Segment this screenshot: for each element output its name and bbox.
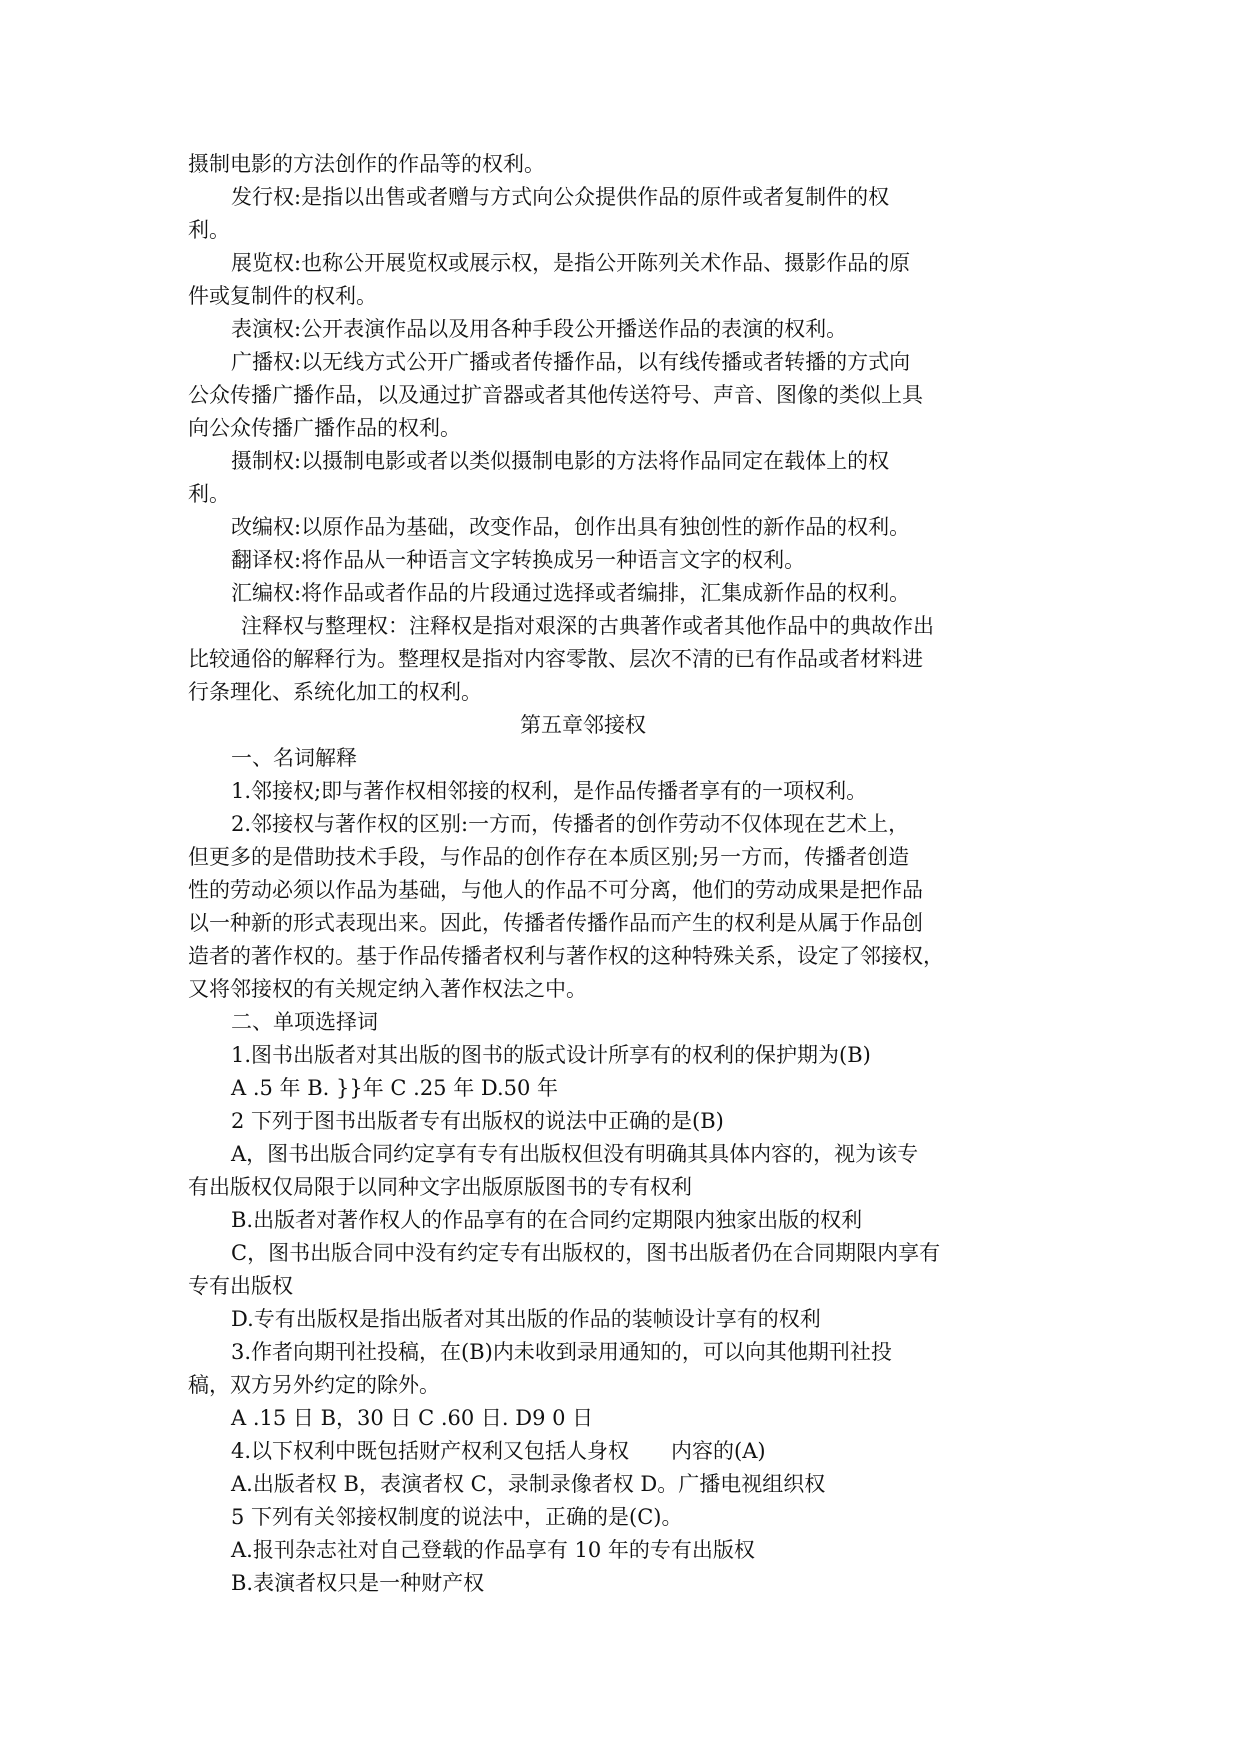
text-line: 改编权:以原作品为基础，改变作品，创作出具有独创性的新作品的权利。 [231, 515, 911, 539]
text-line: A .5 年 B. }}年 C .25 年 D.50 年 [231, 1076, 559, 1100]
text-line: B.表演者权只是一种财产权 [231, 1571, 485, 1595]
text-line: 2.邻接权与著作权的区别:一方而，传播者的创作劳动不仅体现在艺术上， [231, 812, 910, 836]
text-line: 一、名词解释 [231, 746, 357, 770]
text-line: 4.以下权利中既包括财产权利又包括人身权 内容的(A) [231, 1439, 766, 1463]
text-line: 展览权:也称公开展览权或展示权，是指公开陈列关术作品、摄影作品的原 [231, 251, 911, 275]
text-line: 利。 [188, 218, 230, 242]
text-line: 有出版权仅局限于以同种文字出版原版图书的专有权利 [188, 1175, 692, 1199]
text-line: 发行权:是指以出售或者赠与方式向公众提供作品的原件或者复制件的权 [231, 185, 890, 209]
text-line: 稿，双方另外约定的除外。 [188, 1373, 440, 1397]
text-line: 3.作者向期刊社投稿，在(B)内未收到录用通知的，可以向其他期刊社投 [231, 1340, 892, 1364]
text-line: 摄制电影的方法创作的作品等的权利。 [188, 152, 545, 176]
text-line: 二、单项选择词 [231, 1010, 378, 1034]
text-line: 造者的著作权的。基于作品传播者权利与著作权的这种特殊关系，设定了邻接权， [188, 944, 944, 968]
text-line: 表演权:公开表演作品以及用各种手段公开播送作品的表演的权利。 [231, 317, 848, 341]
text-line: A.报刊杂志社对自己登载的作品享有 10 年的专有出版权 [231, 1538, 755, 1562]
text-line: 公众传播广播作品，以及通过扩音器或者其他传送符号、声音、图像的类似上具 [188, 383, 923, 407]
text-line: 又将邻接权的有关规定纳入著作权法之中。 [188, 977, 587, 1001]
text-line: 向公众传播广播作品的权利。 [188, 416, 461, 440]
text-line: 1.图书出版者对其出版的图书的版式设计所享有的权利的保护期为(B) [231, 1043, 871, 1067]
chapter-heading: 第五章邻接权 [520, 713, 646, 737]
text-line: 5 下列有关邻接权制度的说法中，正确的是(C)。 [231, 1505, 683, 1529]
document-body [188, 148, 978, 1600]
text-line: 专有出版权 [188, 1274, 293, 1298]
text-line: 但更多的是借助技术手段，与作品的创作存在本质区别;另一方而，传播者创造 [188, 845, 910, 869]
text-line: D.专有出版权是指出版者对其出版的作品的装帧设计享有的权利 [231, 1307, 821, 1331]
text-line: 性的劳动必须以作品为基础，与他人的作品不可分离，他们的劳动成果是把作品 [188, 878, 923, 902]
text-line: B.出版者对著作权人的作品享有的在合同约定期限内独家出版的权利 [231, 1208, 863, 1232]
text-line: 件或复制件的权利。 [188, 284, 377, 308]
text-line: 注释权与整理权：注释权是指对艰深的古典著作或者其他作品中的典故作出 [241, 614, 934, 638]
text-line: A.出版者权 B，表演者权 C，录制录像者权 D。广播电视组织权 [231, 1472, 826, 1496]
text-line: 汇编权:将作品或者作品的片段通过选择或者编排，汇集成新作品的权利。 [231, 581, 911, 605]
text-line: 摄制权:以摄制电影或者以类似摄制电影的方法将作品同定在载体上的权 [231, 449, 890, 473]
text-line: 以一种新的形式表现出来。因此，传播者传播作品而产生的权利是从属于作品创 [188, 911, 923, 935]
text-line: 2 下列于图书出版者专有出版权的说法中正确的是(B) [231, 1109, 724, 1133]
text-line: C，图书出版合同中没有约定专有出版权的，图书出版者仍在合同期限内享有 [231, 1241, 941, 1265]
text-line: 行条理化、系统化加工的权利。 [188, 680, 482, 704]
text-line: 比较通俗的解释行为。整理权是指对内容零散、层次不清的已有作品或者材料进 [188, 647, 923, 671]
text-line: A .15 日 B，30 日 C .60 日. D9 0 日 [231, 1406, 594, 1430]
text-line: 广播权:以无线方式公开广播或者传播作品，以有线传播或者转播的方式向 [231, 350, 911, 374]
text-line: 翻译权:将作品从一种语言文字转换成另一种语言文字的权利。 [231, 548, 806, 572]
text-line: 利。 [188, 482, 230, 506]
text-line: A，图书出版合同约定享有专有出版权但没有明确其具体内容的，视为该专 [231, 1142, 919, 1166]
text-line: 1.邻接权;即与著作权相邻接的权利，是作品传播者享有的一项权利。 [231, 779, 868, 803]
